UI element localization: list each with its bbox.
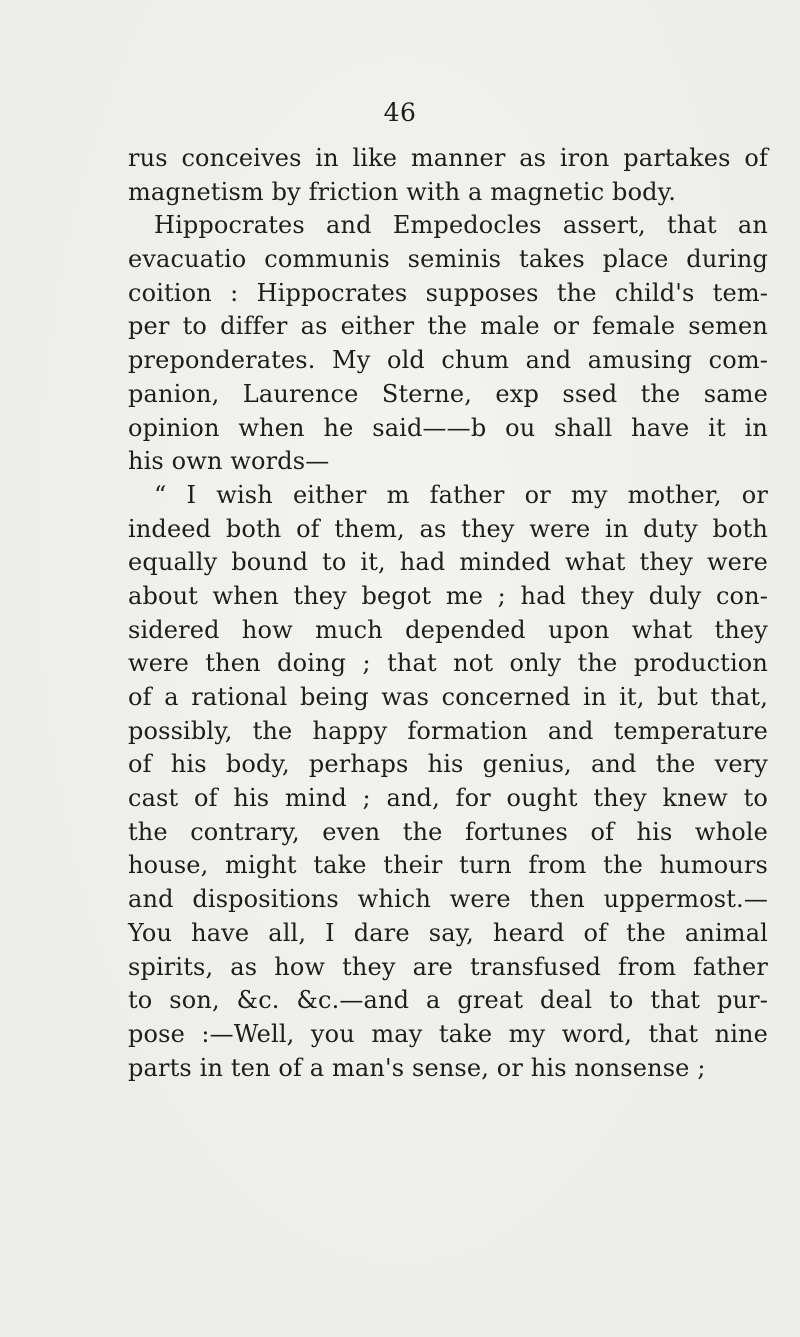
text-line: Hippocrates and Empedocles assert, that an — [154, 211, 768, 240]
text-line: possibly, the happy formation and temperature — [128, 716, 768, 745]
text-line: of his body, perhaps his genius, and the very — [128, 750, 768, 779]
text-line: and dispositions which were then uppermost.— — [128, 885, 768, 914]
text-line: house, might take their turn from the humours — [128, 851, 768, 880]
text-line: coition : Hippocrates supposes the child's tem- — [128, 278, 768, 307]
text-line: parts in ten of a man's sense, or his nonsense ; — [128, 1053, 706, 1082]
text-line: to son, &c. &c.—and a great deal to that pur- — [128, 986, 768, 1015]
page-number: 46 — [383, 98, 417, 127]
text-line: about when they begot me ; had they duly con- — [128, 581, 768, 610]
text-line: panion, Laurence Sterne, exp ssed the same — [128, 379, 768, 408]
text-line: preponderates. My old chum and amusing com- — [128, 346, 768, 375]
text-line: You have all, I dare say, heard of the animal — [128, 918, 768, 947]
text-line: of a rational being was concerned in it, but that, — [128, 683, 768, 711]
text-line: cast of his mind ; and, for ought they knew to — [128, 784, 768, 813]
text-line: per to differ as either the male or female semen — [128, 312, 768, 341]
text-line: rus conceives in like manner as iron partakes of — [128, 144, 768, 172]
text-line: pose :—Well, you may take my word, that nine — [128, 1019, 768, 1048]
text-line: indeed both of them, as they were in duty both — [128, 514, 768, 543]
text-line: the contrary, even the fortunes of his whole — [128, 817, 768, 846]
text-line: opinion when he said——b ou shall have it in — [128, 413, 768, 442]
text-line: were then doing ; that not only the production — [128, 649, 768, 678]
text-line: “ I wish either m father or my mother, or — [154, 480, 768, 509]
text-line: spirits, as how they are transfused from father — [128, 952, 768, 981]
body-text — [128, 142, 768, 1085]
text-line: evacuatio communis seminis takes place during — [128, 245, 768, 274]
text-line: sidered how much depended upon what they — [128, 615, 768, 644]
text-line: equally bound to it, had minded what they were — [128, 548, 768, 577]
text-line: magnetism by friction with a magnetic body. — [128, 177, 676, 206]
text-line: his own words— — [128, 447, 330, 476]
